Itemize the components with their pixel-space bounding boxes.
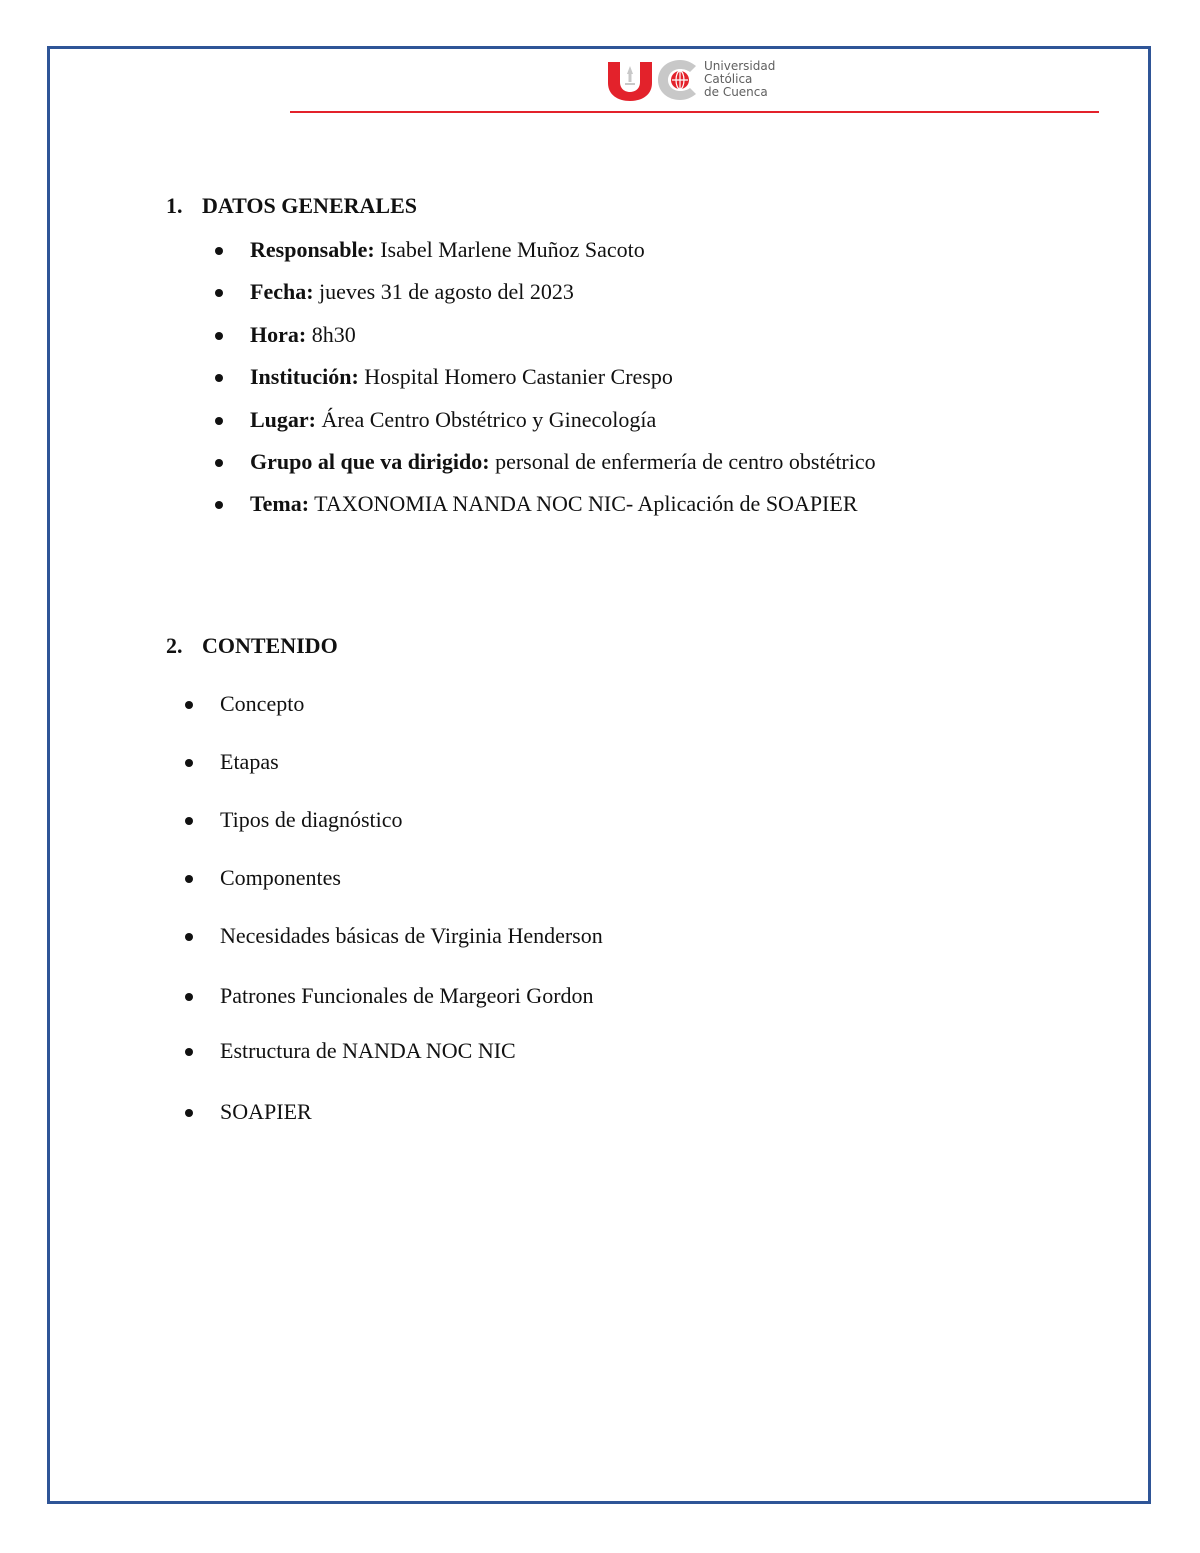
bullet-icon xyxy=(185,875,193,883)
item-value: Área Centro Obstétrico y Ginecología xyxy=(316,406,657,432)
logo-line: de Cuenca xyxy=(704,85,768,99)
list-item xyxy=(213,448,876,490)
section-heading-contenido xyxy=(166,633,338,659)
content-list xyxy=(183,690,603,1138)
list-item xyxy=(213,490,876,532)
item-text: SOAPIER xyxy=(220,1099,312,1124)
bullet-icon xyxy=(215,501,223,509)
bullet-icon xyxy=(215,459,223,467)
item-text: Tipos de diagnóstico xyxy=(220,807,403,832)
bullet-icon xyxy=(185,993,193,1001)
item-label: Tema: xyxy=(250,491,310,517)
section-heading-datos-generales xyxy=(166,193,417,219)
item-value: Isabel Marlene Muñoz Sacoto xyxy=(374,237,645,262)
general-data-list xyxy=(213,236,876,533)
uc-logo-mark-icon xyxy=(606,58,698,102)
list-item xyxy=(183,982,603,1037)
item-text: Concepto xyxy=(220,691,305,716)
list-item xyxy=(183,806,603,864)
item-text: Etapas xyxy=(220,749,279,774)
bullet-icon xyxy=(185,817,193,825)
bullet-icon xyxy=(215,247,223,255)
section-number: 1. xyxy=(166,193,183,218)
item-label: Responsable: xyxy=(250,237,375,262)
list-item xyxy=(183,748,603,806)
list-item xyxy=(183,864,603,922)
bullet-icon xyxy=(185,759,193,767)
bullet-icon xyxy=(185,933,193,941)
logo-line: Universidad xyxy=(704,59,776,73)
list-item xyxy=(213,278,876,320)
item-label: Lugar: xyxy=(250,406,316,432)
logo-line: Católica xyxy=(704,72,753,86)
item-value: Hospital Homero Castanier Crespo xyxy=(358,364,673,390)
logo-wordmark xyxy=(704,60,775,99)
bullet-icon xyxy=(185,1048,193,1056)
bullet-icon xyxy=(215,332,223,340)
header-rule xyxy=(290,111,1099,113)
bullet-icon xyxy=(185,701,193,709)
university-logo xyxy=(606,58,806,104)
item-value: personal de enfermería de centro obstétrico xyxy=(489,448,876,474)
list-item xyxy=(183,1098,603,1138)
item-label: Fecha: xyxy=(250,279,314,305)
item-label: Institución: xyxy=(250,364,359,390)
item-value: jueves 31 de agosto del 2023 xyxy=(313,279,574,305)
list-item xyxy=(213,406,876,448)
item-value: 8h30 xyxy=(306,321,356,347)
bullet-icon xyxy=(215,417,223,425)
item-text: Estructura de NANDA NOC NIC xyxy=(220,1038,516,1063)
section-number: 2. xyxy=(166,633,183,658)
item-text: Componentes xyxy=(220,865,341,890)
list-item xyxy=(213,321,876,363)
item-label: Grupo al que va dirigido: xyxy=(250,448,490,474)
list-item xyxy=(183,922,603,982)
list-item xyxy=(183,1037,603,1098)
section-title: DATOS GENERALES xyxy=(202,193,417,218)
list-item xyxy=(213,363,876,405)
bullet-icon xyxy=(215,289,223,297)
list-item xyxy=(183,690,603,748)
item-value: TAXONOMIA NANDA NOC NIC- Aplicación de SOAPIER xyxy=(309,491,858,517)
list-item xyxy=(213,236,876,278)
section-title: CONTENIDO xyxy=(202,633,338,658)
item-text: Necesidades básicas de Virginia Henderson xyxy=(220,923,603,948)
item-label: Hora: xyxy=(250,321,307,347)
item-text: Patrones Funcionales de Margeori Gordon xyxy=(220,983,594,1008)
bullet-icon xyxy=(215,374,223,382)
bullet-icon xyxy=(185,1109,193,1117)
